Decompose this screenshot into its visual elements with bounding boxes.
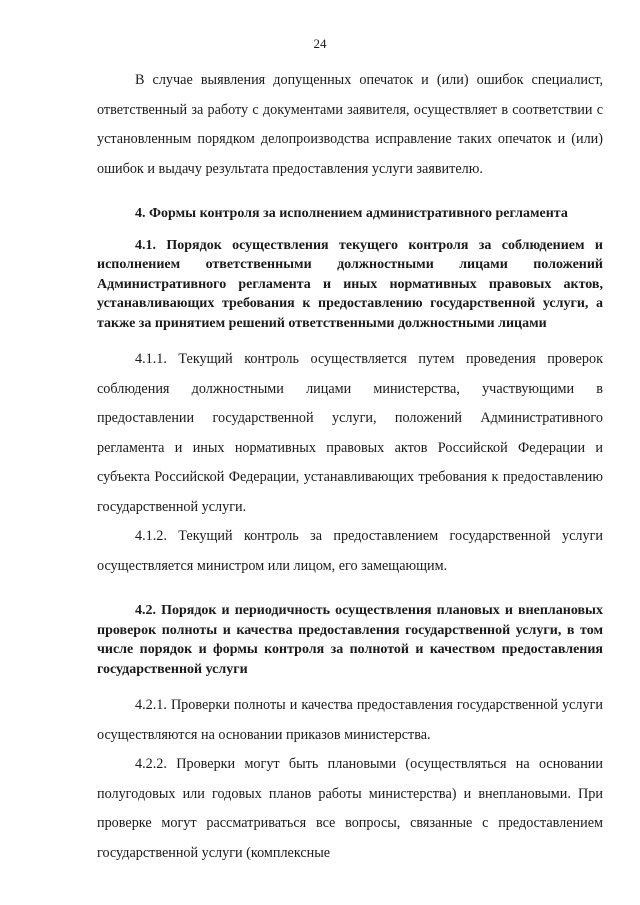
document-body	[97, 66, 603, 868]
paragraph-4-2-2: 4.2.2. Проверки могут быть плановыми (осуществляться на основании полугодовых или годовых планов работы министерства) и внеплановыми. При проверке могут рассматриваться все вопросы, связанные с предоставлением государственной услуги (комплексные	[97, 756, 603, 861]
page-number: 24	[313, 36, 327, 51]
section-4-heading: 4. Формы контроля за исполнением административного регламента	[135, 206, 568, 221]
paragraph-4-2-1: 4.2.1. Проверки полноты и качества предоставления государственной услуги осуществляются на основании приказов министерства.	[97, 697, 603, 743]
paragraph-typo-correction: В случае выявления допущенных опечаток и (или) ошибок специалист, ответственный за работу с документами заявителя, осуществляет в соответствии с установленным порядком делопроизводства исправление таких опечаток и (или) ошибок и выдачу результата предоставления услуги заявителю.	[97, 72, 603, 177]
paragraph-4-1-2: 4.1.2. Текущий контроль за предоставлением государственной услуги осуществляется министром или лицом, его замещающим.	[97, 528, 603, 574]
paragraph-4-1-1: 4.1.1. Текущий контроль осуществляется путем проведения проверок соблюдения должностными лицами министерства, участвующими в предоставлении государственной услуги, положений Административного регламента и иных нормативных правовых актов Российской Федерации и субъекта Российской Федерации, устанавливающих требования к предоставлению государственной услуги.	[97, 351, 603, 515]
section-4-1-heading: 4.1. Порядок осуществления текущего контроля за соблюдением и исполнением ответственными должностными лицами положений Административного регламента и иных нормативных правовых актов, устанавливающих требования к предоставлению государственной услуги, а также за принятием решений ответственными должностными лицами	[97, 237, 603, 331]
section-4-2-heading: 4.2. Порядок и периодичность осуществления плановых и внеплановых проверок полноты и качества предоставления государственной услуги, в том числе порядок и формы контроля за полнотой и качеством предоставления государственной услуги	[97, 603, 603, 677]
